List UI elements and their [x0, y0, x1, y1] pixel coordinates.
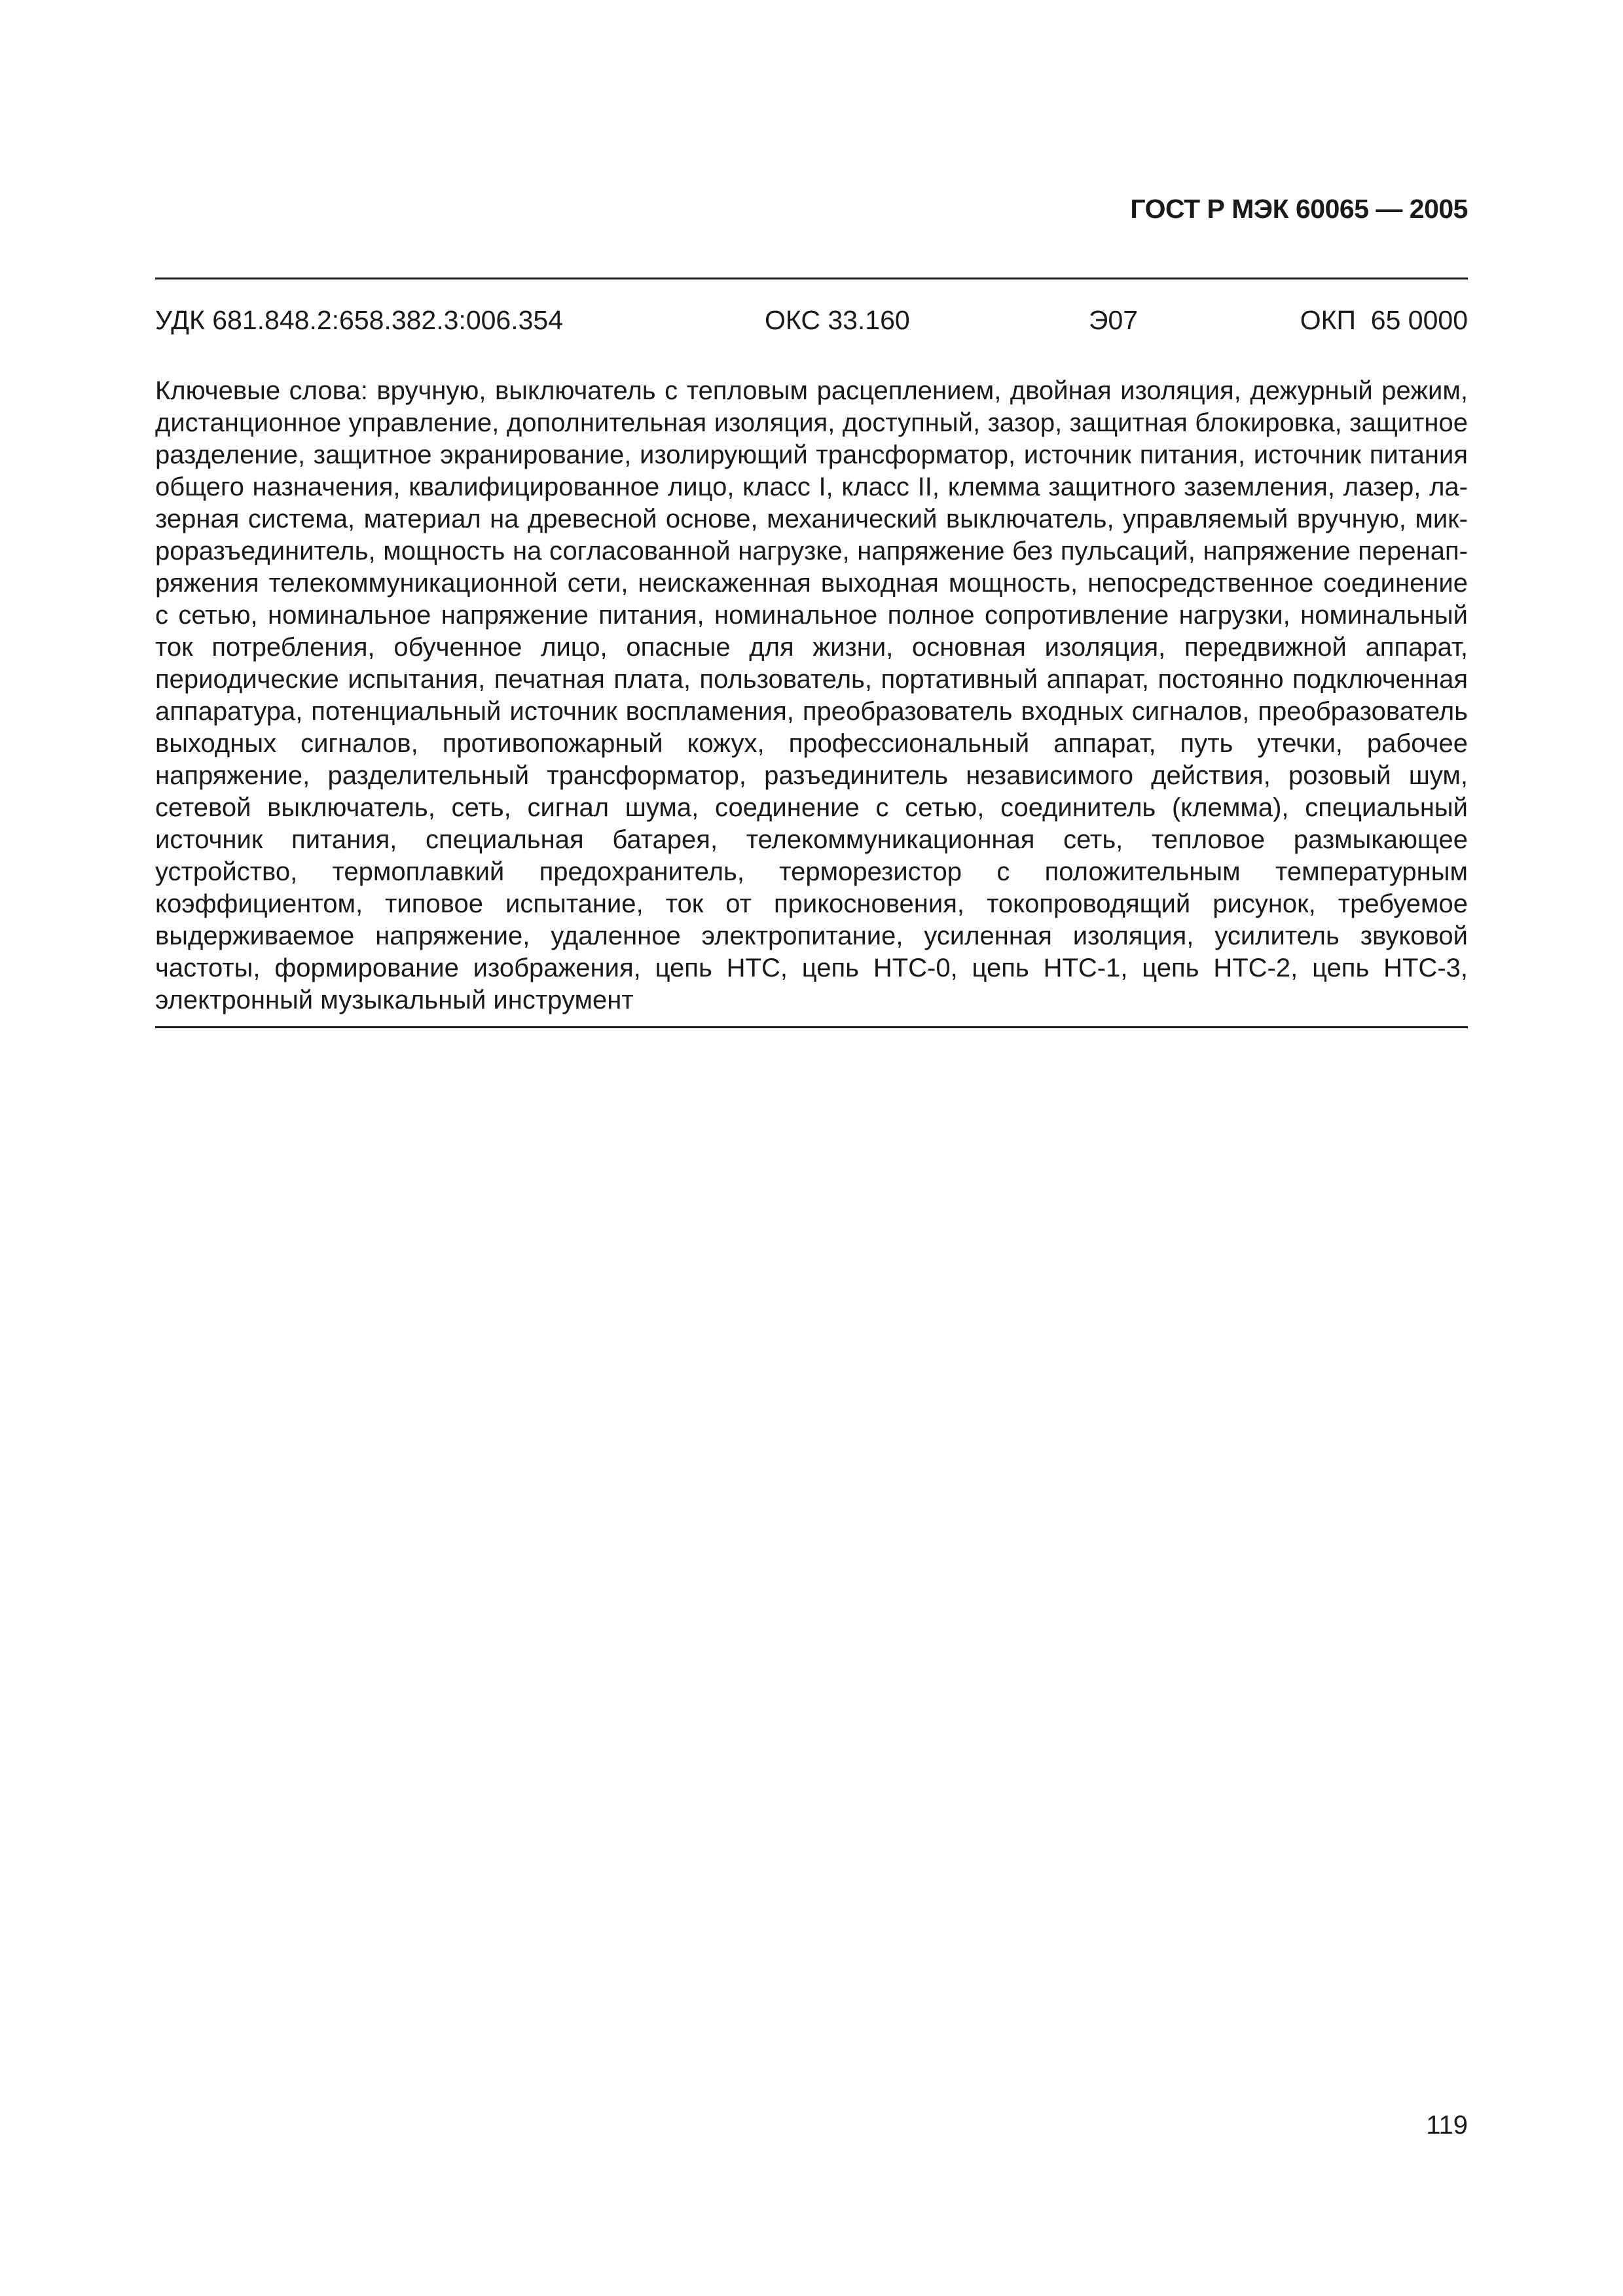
- document-code: ГОСТ Р МЭК 60065 — 2005: [1130, 194, 1468, 224]
- bottom-divider: [155, 1026, 1468, 1028]
- group-code: Э07: [1089, 305, 1139, 335]
- classification-row: [155, 305, 1468, 340]
- udk-code: УДК 681.848.2:658.382.3:006.354: [155, 305, 564, 335]
- keywords-paragraph: Ключевые слова: вручную, выключатель с тепловым расцеплением, двойная изоляция, дежурный режим, дистанционное управление, дополнительная изоляция, доступный, зазор, защитная блокировка, защитное разделение, защитное экранирование, изолирующий трансформатор, источник питания, источник питания общего назначения, квалифицированное лицо, класс I, класс II, клемма защитного заземления, лазер, лазерная система, материал на древесной основе, механический выключатель, управляемый вручную, микроразъединитель, мощность на согласованной нагрузке, напряжение без пульсаций, напряжение перенапряжения телекоммуникационной сети, неискаженная выходная мощность, непосредственное соединение с сетью, номинальное напряжение питания, номинальное полное сопротивление нагрузки, номинальный ток потребления, обученное лицо, опасные для жизни, основная изоляция, передвижной аппарат, периодические испытания, печатная плата, пользователь, портативный аппарат, постоянно подключенная аппаратура, потенциальный источник воспламения, преобразователь входных сигналов, преобразователь выходных сигналов, противопожарный кожух, профессиональный аппарат, путь утечки, рабочее напряжение, разделительный трансформатор, разъединитель независимого действия, розовый шум, сетевой выключатель, сеть, сигнал шума, соединение с сетью, соединитель (клемма), специальный источник питания, специальная батарея, телекоммуникационная сеть, тепловое размыкающее устройство, термоплавкий предохранитель, терморезистор с положительным температурным коэффициентом, типовое испытание, ток от прикосновения, токопроводящий рисунок, требуемое выдерживаемое напряжение, удаленное электропитание, усиленная изоляция, усилитель звуковой частоты, формирование изображения, цепь НТС, цепь НТС-0, цепь НТС-1, цепь НТС-2, цепь НТС-3, электронный музыкальный инструмент: [155, 376, 1468, 1014]
- top-divider: [155, 278, 1468, 279]
- okp-code: ОКП 65 0000: [1300, 305, 1468, 335]
- page-number: 119: [1426, 2111, 1468, 2140]
- oks-code: ОКС 33.160: [765, 305, 910, 335]
